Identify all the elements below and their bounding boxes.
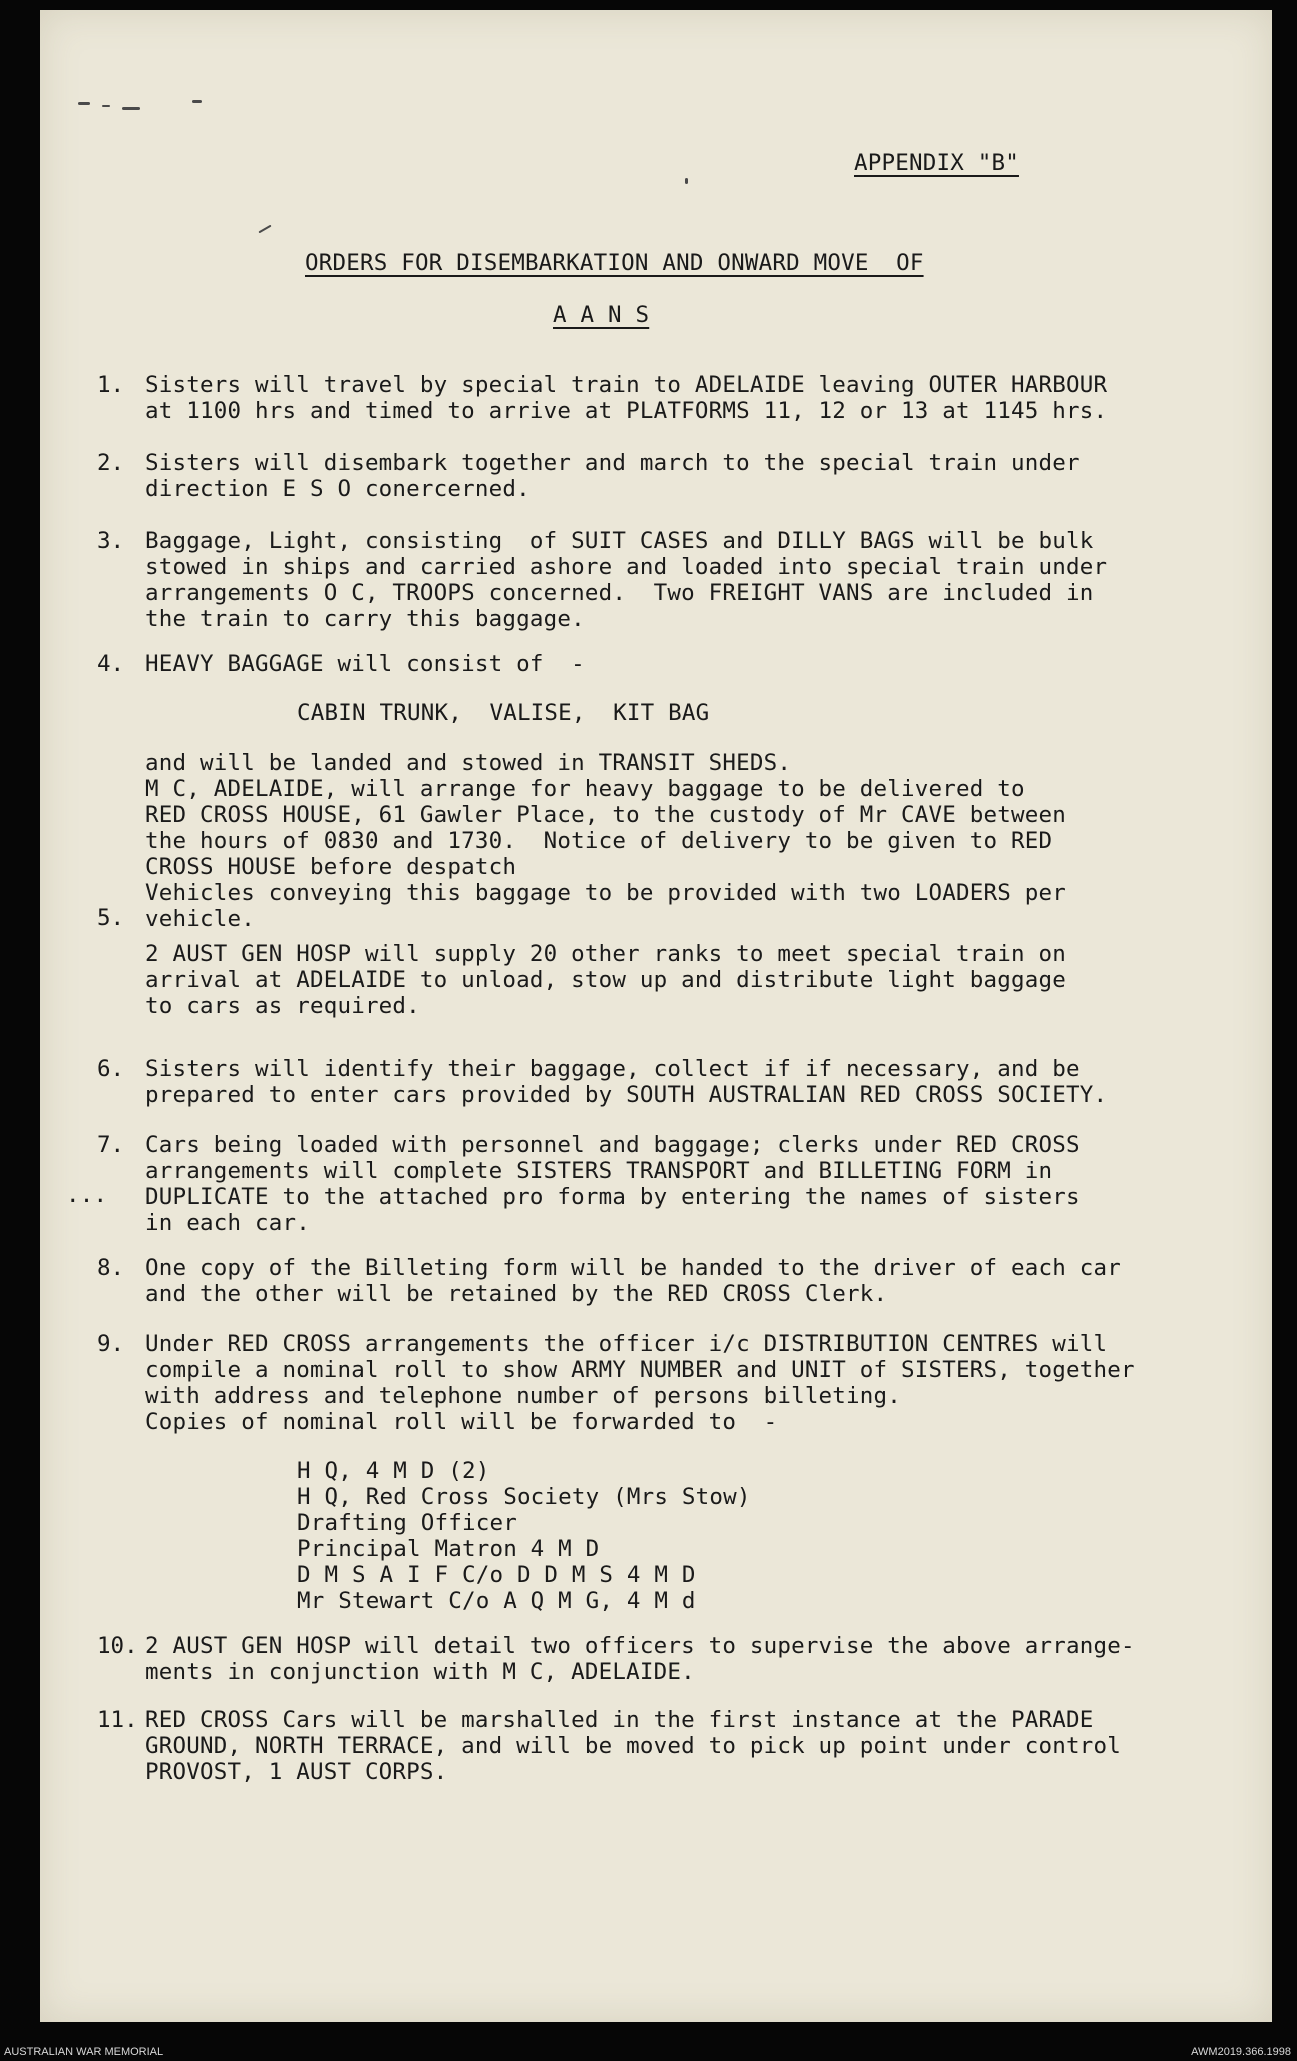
- paragraph-number: 8.: [97, 1255, 125, 1281]
- document-title: ORDERS FOR DISEMBARKATION AND ONWARD MOVE OF: [305, 250, 924, 276]
- paragraph-line: One copy of the Billeting form will be handed to the driver of each car: [145, 1255, 1121, 1281]
- paragraph-line: PROVOST, 1 AUST CORPS.: [145, 1759, 448, 1785]
- paragraph-number: 1.: [97, 372, 125, 398]
- paragraph-number: 4.: [97, 651, 125, 677]
- recipient-line: H Q, 4 M D (2): [297, 1458, 490, 1484]
- paragraph-line: vehicle.: [145, 906, 255, 932]
- paragraph-line: to cars as required.: [145, 993, 420, 1019]
- paragraph-number: 9.: [97, 1331, 125, 1357]
- paragraph-line: Sisters will disembark together and march to the special train under: [145, 450, 1080, 476]
- paragraph-line: Under RED CROSS arrangements the officer i/c DISTRIBUTION CENTRES will: [145, 1331, 1108, 1357]
- paragraph-line: Baggage, Light, consisting of SUIT CASES and DILLY BAGS will be bulk: [145, 528, 1094, 554]
- paragraph-number: 11.: [97, 1707, 138, 1733]
- paragraph-number: 7.: [97, 1132, 125, 1158]
- paragraph-line: prepared to enter cars provided by SOUTH AUSTRALIAN RED CROSS SOCIETY.: [145, 1082, 1108, 1108]
- document-subtitle: A A N S: [553, 302, 650, 328]
- paragraph-line: in each car.: [145, 1210, 310, 1236]
- recipient-line: H Q, Red Cross Society (Mrs Stow): [297, 1484, 751, 1510]
- footer-credit: AUSTRALIAN WAR MEMORIAL: [4, 2046, 164, 2058]
- paragraph-line: compile a nominal roll to show ARMY NUMBER and UNIT of SISTERS, together: [145, 1357, 1135, 1383]
- paragraph-line: RED CROSS HOUSE, 61 Gawler Place, to the custody of Mr CAVE between: [145, 802, 1066, 828]
- paragraph-line: Vehicles conveying this baggage to be provided with two LOADERS per: [145, 880, 1066, 906]
- paragraph-line: DUPLICATE to the attached pro forma by entering the names of sisters: [145, 1184, 1080, 1210]
- paragraph-line: Sisters will identify their baggage, collect if if necessary, and be: [145, 1056, 1080, 1082]
- ink-blot: [78, 102, 90, 105]
- recipient-line: Mr Stewart C/o A Q M G, 4 M d: [297, 1588, 696, 1614]
- paragraph-line: and the other will be retained by the RED CROSS Clerk.: [145, 1281, 888, 1307]
- margin-mark: ...: [66, 1182, 108, 1208]
- paragraph-line: M C, ADELAIDE, will arrange for heavy baggage to be delivered to: [145, 776, 1025, 802]
- paragraph-line: the train to carry this baggage.: [145, 606, 585, 632]
- paragraph-line: Cars being loaded with personnel and baggage; clerks under RED CROSS: [145, 1132, 1080, 1158]
- recipient-line: D M S A I F C/o D D M S 4 M D: [297, 1562, 696, 1588]
- ink-blot: [258, 225, 271, 234]
- ink-blot: [685, 178, 688, 184]
- paragraph-line: 2 AUST GEN HOSP will detail two officers to supervise the above arrange-: [145, 1633, 1135, 1659]
- paragraph-line: GROUND, NORTH TERRACE, and will be moved to pick up point under control: [145, 1733, 1121, 1759]
- recipient-line: Drafting Officer: [297, 1510, 517, 1536]
- paragraph-number: 2.: [97, 450, 125, 476]
- ink-blot: [122, 107, 140, 110]
- paragraph-line: Copies of nominal roll will be forwarded to -: [145, 1409, 778, 1435]
- paragraph-line: arrangements O C, TROOPS concerned. Two FREIGHT VANS are included in: [145, 580, 1094, 606]
- paragraph-line: arrangements will complete SISTERS TRANSPORT and BILLETING FORM in: [145, 1158, 1053, 1184]
- paragraph-line: HEAVY BAGGAGE will consist of -: [145, 651, 585, 677]
- paragraph-line: CROSS HOUSE before despatch: [145, 854, 517, 880]
- paragraph-line: at 1100 hrs and timed to arrive at PLATFORMS 11, 12 or 13 at 1145 hrs.: [145, 398, 1108, 424]
- paragraph-line: Sisters will travel by special train to ADELAIDE leaving OUTER HARBOUR: [145, 372, 1108, 398]
- paragraph-line: arrival at ADELAIDE to unload, stow up and distribute light baggage: [145, 967, 1066, 993]
- paragraph-line: with address and telephone number of persons billeting.: [145, 1383, 902, 1409]
- footer-reference: AWM2019.366.1998: [1191, 2046, 1291, 2058]
- recipient-line: Principal Matron 4 M D: [297, 1536, 600, 1562]
- paragraph-line: the hours of 0830 and 1730. Notice of delivery to be given to RED: [145, 828, 1053, 854]
- paragraph-number: 3.: [97, 528, 125, 554]
- paragraph-line: RED CROSS Cars will be marshalled in the first instance at the PARADE: [145, 1707, 1094, 1733]
- paragraph-line: ments in conjunction with M C, ADELAIDE.: [145, 1659, 695, 1685]
- paragraph-number: 5.: [97, 905, 125, 931]
- paragraph-line: direction E S O conercerned.: [145, 476, 530, 502]
- ink-blot: [102, 105, 110, 107]
- appendix-label: APPENDIX "B": [854, 150, 1019, 176]
- ink-blot: [192, 100, 202, 103]
- paragraph-number: 6.: [97, 1056, 125, 1082]
- paragraph-line: stowed in ships and carried ashore and loaded into special train under: [145, 554, 1108, 580]
- baggage-list: CABIN TRUNK, VALISE, KIT BAG: [297, 700, 710, 726]
- paragraph-number: 10.: [97, 1633, 138, 1659]
- paragraph-line: 2 AUST GEN HOSP will supply 20 other ranks to meet special train on: [145, 941, 1066, 967]
- paragraph-line: and will be landed and stowed in TRANSIT SHEDS.: [145, 750, 792, 776]
